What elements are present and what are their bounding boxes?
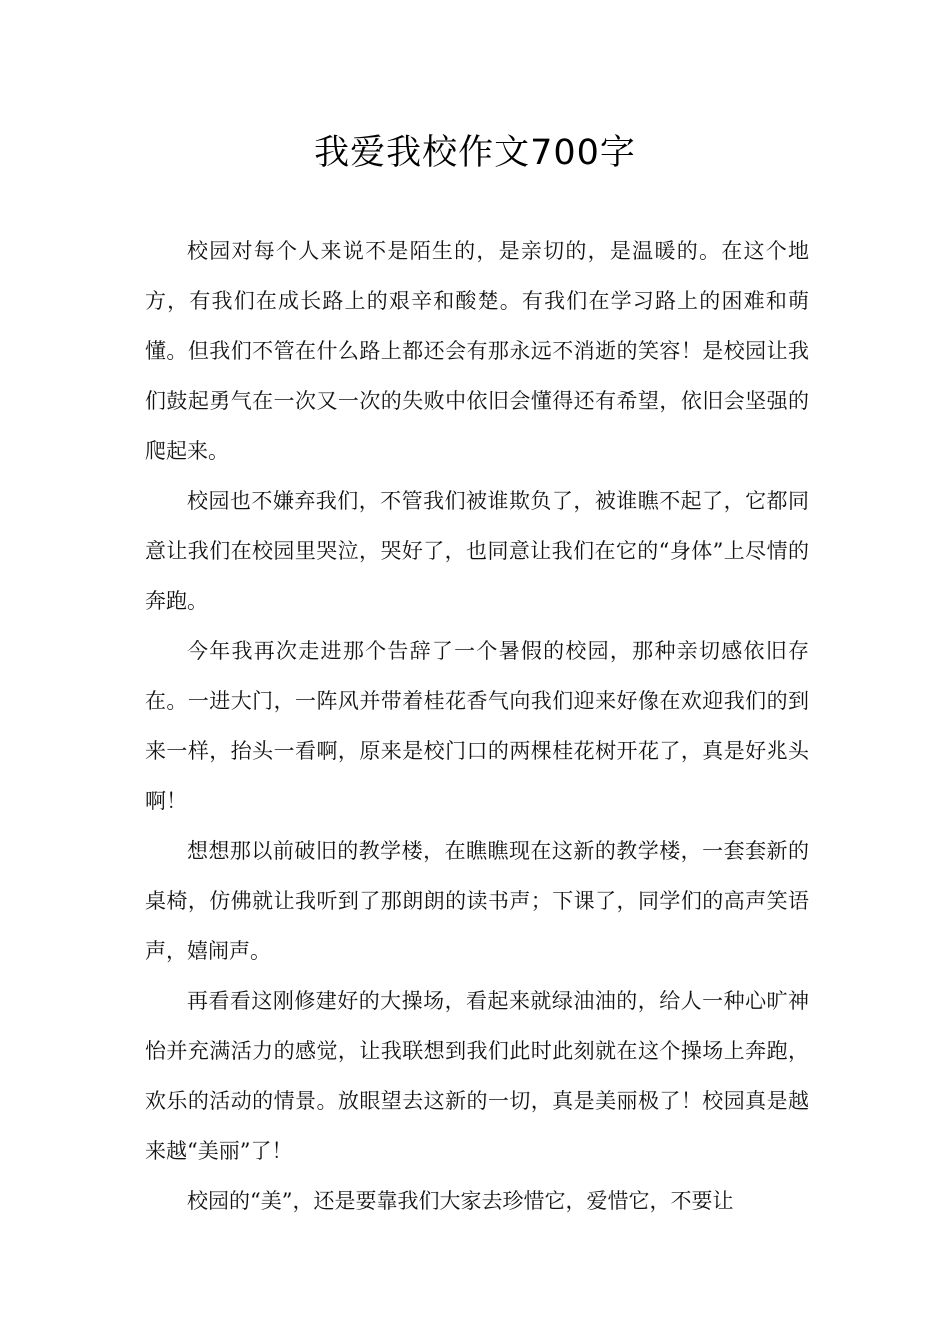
paragraph: 想想那以前破旧的教学楼，在瞧瞧现在这新的教学楼，一套套新的桌椅，仿佛就让我听到了那朗朗的读书声；下课了，同学们的高声笑语声，嬉闹声。 <box>145 839 809 963</box>
paragraph: 再看看这刚修建好的大操场，看起来就绿油油的，给人一种心旷神怡并充满活力的感觉，让我联想到我们此时此刻就在这个操场上奔跑，欢乐的活动的情景。放眼望去这新的一切，真是美丽极了！校园真是越来越“美丽”了！ <box>145 989 809 1163</box>
paragraph: 校园也不嫌弃我们，不管我们被谁欺负了，被谁瞧不起了，它都同意让我们在校园里哭泣，哭好了，也同意让我们在它的“身体”上尽情的奔跑。 <box>145 489 809 613</box>
paragraph: 今年我再次走进那个告辞了一个暑假的校园，那种亲切感依旧存在。一进大门，一阵风并带着桂花香气向我们迎来好像在欢迎我们的到来一样，抬头一看啊，原来是校门口的两棵桂花树开花了，真是好兆头啊！ <box>145 639 809 813</box>
paragraph: 校园对每个人来说不是陌生的，是亲切的，是温暖的。在这个地方，有我们在成长路上的艰辛和酸楚。有我们在学习路上的困难和萌懂。但我们不管在什么路上都还会有那永远不消逝的笑容！是校园让我们鼓起勇气在一次又一次的失败中依旧会懂得还有希望，依旧会坚强的爬起来。 <box>145 239 809 463</box>
document-body <box>145 226 809 1226</box>
paragraph: 校园的“美”，还是要靠我们大家去珍惜它，爱惜它，不要让 <box>187 1189 734 1213</box>
document-title: 我爱我校作文700字 <box>314 133 636 173</box>
